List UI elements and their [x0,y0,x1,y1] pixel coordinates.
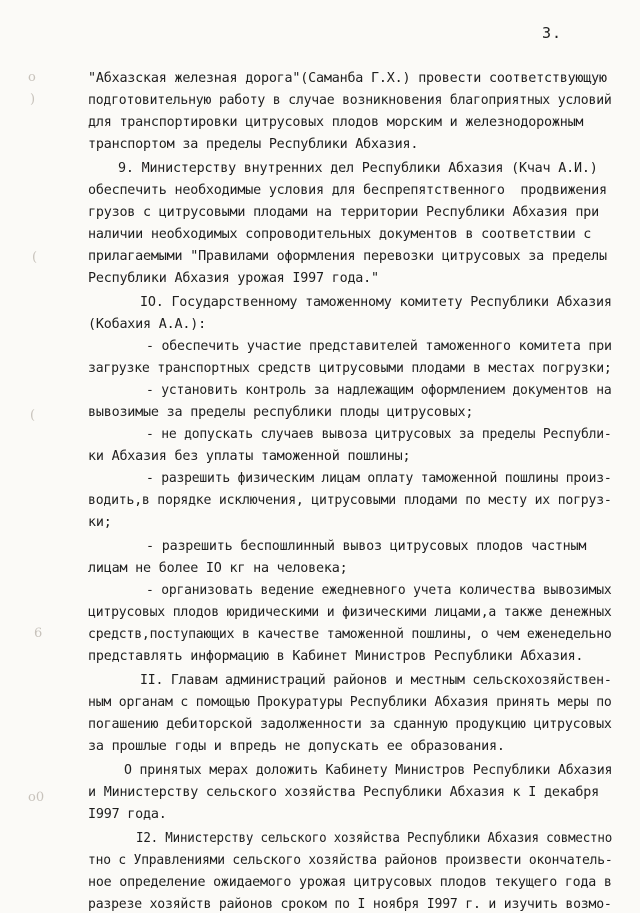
text-line: - не допускать случаев вывоза цитрусовых за пределы Республи- [146,427,612,442]
text-line: и Министерству сельского хозяйства Республики Абхазия к I декабря [88,785,600,800]
text-line: (Кобахия А.А.): [88,317,206,332]
text-line: загрузке транспортных средств цитрусовыми плодами в местах погрузки; [88,361,612,376]
text-line: подготовительную работу в случае возникновения благоприятных условий [88,93,612,108]
text-line: грузов с цитрусовыми плодами на территории Республики Абхазия при [88,205,600,220]
text-line: тно с Управлениями сельского хозяйства районов произвести окончатель- [88,853,613,868]
text-line: лицам не более IO кг на человека; [88,561,348,576]
text-line: - организовать ведение ежедневного учета количества вывозимых [146,583,612,598]
text-line: средств,поступающих в качестве таможенной пошлины, о чем еженедельно [88,627,612,642]
text-line: - разрешить физическим лицам оплату таможенной пошлины произ- [146,471,612,486]
text-line: "Абхазская железная дорога"(Саманба Г.Х.) провести соответствующую [88,71,607,86]
text-line: вывозимые за пределы республики плоды цитрусовых; [88,405,474,420]
text-line: наличии необходимых сопроводительных документов в соответствии с [88,227,592,242]
text-line: - разрешить беспошлинный вывоз цитрусовых плодов частным [146,539,587,554]
text-line: I2. Министерству сельского хозяйства Республики Абхазия совместно [136,831,613,846]
text-line: ное определение ожидаемого урожая цитрусовых плодов текущего года в [88,875,612,890]
text-line: за прошлые годы и впредь не допускать ее образования. [88,739,505,754]
text-line: погашению дебиторской задолженности за сданную продукцию цитрусовых [88,717,612,732]
text-line: - обеспечить участие представителей таможенного комитета при [146,339,612,354]
text-line: ки Абхазия без уплаты таможенной пошлины; [88,449,411,464]
text-line: 9. Министерству внутренних дел Республики Абхазия (Кчач А.И.) [118,161,598,176]
text-line: транспортом за пределы Республики Абхазия. [88,137,419,152]
text-line: обеспечить необходимые условия для беспрепятственного продвижения [88,183,607,198]
scan-mark: o0 [28,790,45,805]
text-line: ным органам с помощью Прокуратуры Республики Абхазия принять меры по [88,695,612,710]
text-line: IO. Государственному таможенному комитету Республики Абхазия [140,295,612,310]
text-line: ки; [88,515,112,530]
text-line: II. Главам администраций районов и местным сельскохозяйствен- [140,673,612,688]
text-line: I997 года. [88,807,167,822]
scan-mark: ) [30,92,36,107]
page-number: 3. [542,24,563,42]
text-line: разрезе хозяйств районов сроком по I ноября I997 г. и изучить возмо- [88,897,612,912]
text-line: водить,в порядке исключения, цитрусовыми плодами по месту их погруз- [88,493,612,508]
text-line: цитрусовых плодов юридическими и физическими лицами,а также денежных [88,605,612,620]
scan-mark: o [28,70,36,85]
text-line: - установить контроль за надлежащим оформлением документов на [146,383,612,398]
text-line: О принятых мерах доложить Кабинету Министров Республики Абхазия [124,763,613,778]
scan-mark: ( [32,250,38,265]
text-line: для транспортировки цитрусовых плодов морским и железнодорожным [88,115,584,130]
text-line: прилагаемыми "Правилами оформления перевозки цитрусовых за пределы [88,249,607,264]
scan-mark: ( [30,408,36,423]
text-line: представлять информацию в Кабинет Министров Республики Абхазия. [88,649,584,664]
text-line: Республики Абхазия урожая I997 года." [88,271,379,286]
scan-mark: 6 [34,626,43,641]
